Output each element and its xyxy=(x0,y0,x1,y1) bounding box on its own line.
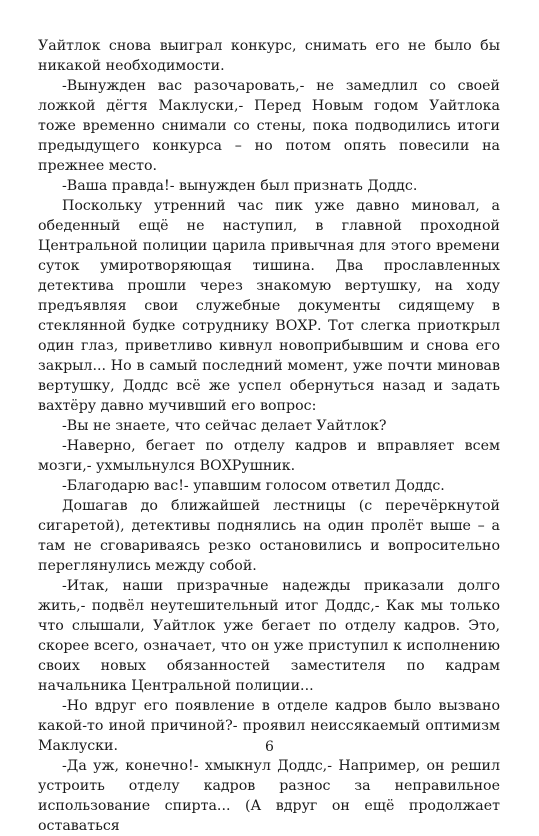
paragraph: -Благодарю вас!- упавшим голосом ответил Доддс. xyxy=(62,478,445,494)
book-page-text xyxy=(38,36,500,836)
paragraph: -Вы не знаете, что сейчас делает Уайтлок? xyxy=(62,418,387,434)
paragraph: -Но вдруг его появление в отделе кадров было вызвано какой-то иной причиной?- проявил неиссякаемый оптимизм Маклуски. xyxy=(38,698,500,754)
paragraph: -Ваша правда!- вынужден был признать Доддс. xyxy=(62,178,418,194)
paragraph: -Наверно, бегает по отделу кадров и вправляет всем мозги,- ухмыльнулся ВОХРушник. xyxy=(38,438,500,474)
paragraph: Дошагав до ближайшей лестницы (с перечёркнутой сигаретой), детективы поднялись на один пролёт выше – а там не сговариваясь резко остановились и вопросительно переглянулись между собой. xyxy=(38,498,500,574)
paragraph: Поскольку утренний час пик уже давно миновал, а обеденный ещё не наступил, в главной проходной Центральной полиции царила привычная для этого времени суток умиротворяющая тишина. Два прославленных детектива прошли через знакомую вертушку, на ходу предъявляя свои служебные документы сидящему в стеклянной будке сотруднику ВОХР. Тот слегка приоткрыл один глаз, приветливо кивнул новоприбывшим и снова его закрыл... Но в самый последний момент, уже почти миновав вертушку, Доддс всё же успел обернуться назад и задать вахтёру давно мучивший его вопрос: xyxy=(38,198,500,414)
paragraph: -Итак, наши призрачные надежды приказали долго жить,- подвёл неутешительный итог Доддс,- Как мы только что слышали, Уайтлок уже бегает по отделу кадров. Это, скорее всего, означает, что он уже приступил к исполнению своих новых обязанностей заместителя по кадрам начальника Центральной полиции... xyxy=(38,578,500,694)
paragraph-continuation: Уайтлок снова выиграл конкурс, снимать его не было бы никакой необходимости. xyxy=(38,38,500,74)
paragraph: -Да уж, конечно!- хмыкнул Доддс,- Например, он решил устроить отделу кадров разнос за неправильное использование спирта... (А вдруг он ещё продолжает оставаться xyxy=(38,758,500,834)
paragraph: -Вынужден вас разочаровать,- не замедлил со своей ложкой дёгтя Маклуски,- Перед Новым годом Уайтлока тоже временно снимали со стены, пока подводились итоги предыдущего конкурса – но потом опять повесили на прежнее место. xyxy=(38,78,500,174)
page-number: 6 xyxy=(265,739,274,755)
